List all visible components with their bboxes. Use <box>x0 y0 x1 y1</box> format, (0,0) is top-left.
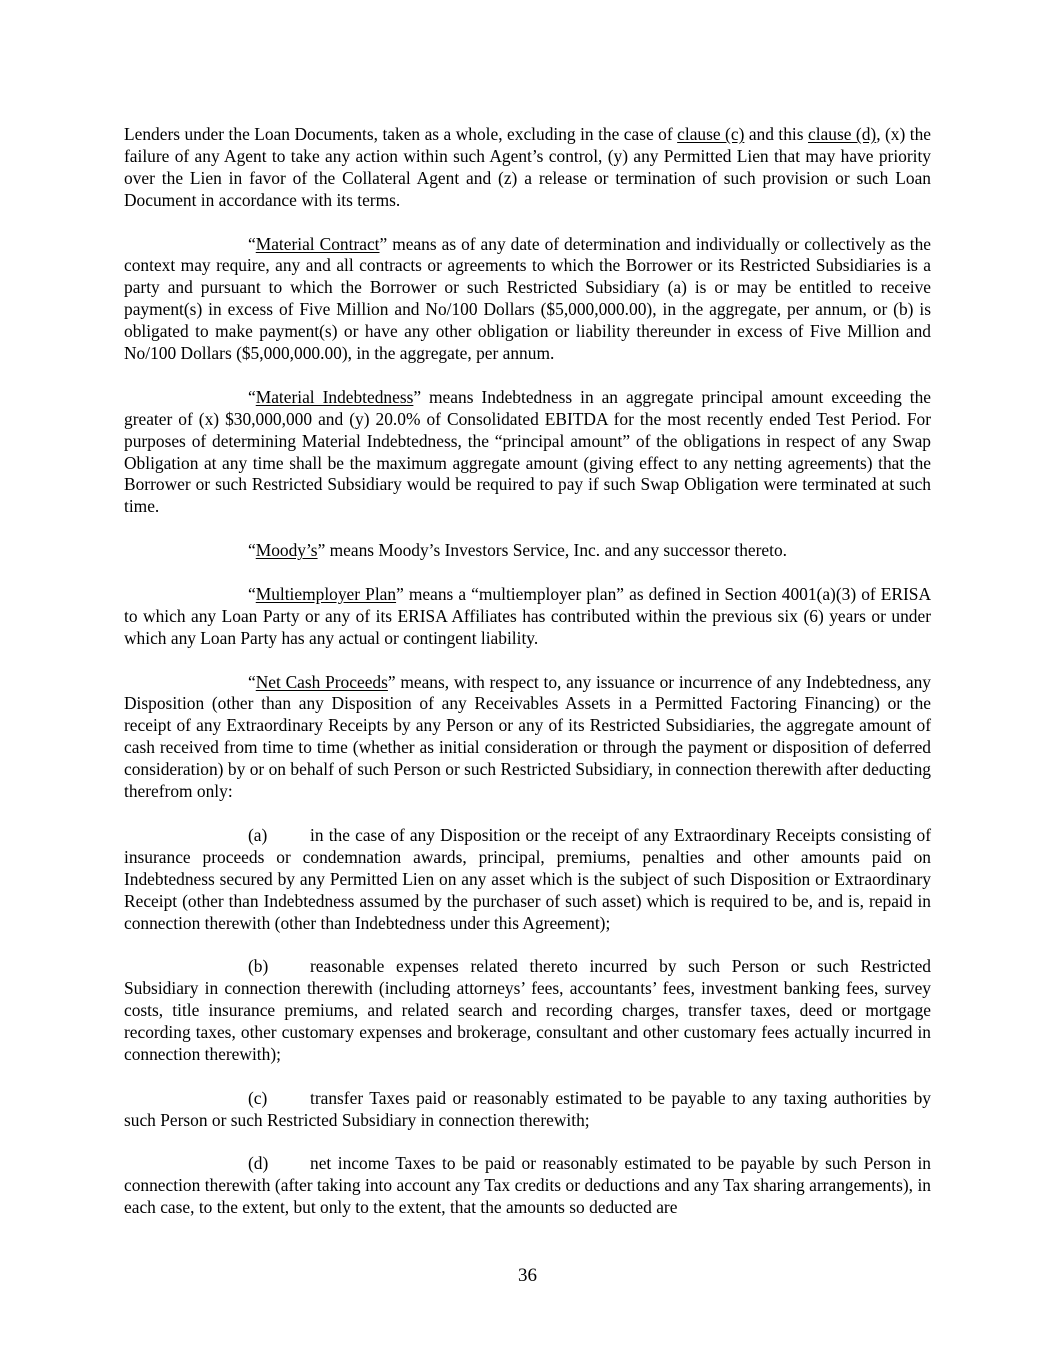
page-number: 36 <box>518 1265 537 1286</box>
definition-material-contract <box>124 234 931 365</box>
clause-text: reasonable expenses related thereto incurred by such Person or such Restricted Subsidiary in connection therewith (including attorneys’ fees, accountants’ fees, investment banking fees, survey costs, title insurance premiums, and related search and recording charges, transfer taxes, deed or mortgage recording taxes, other customary expenses and brokerage, consultant and other customary fees actually incurred in connection therewith); <box>124 956 931 1064</box>
defined-term: Material Contract <box>255 233 380 254</box>
open-quote: “ <box>248 233 256 254</box>
definition-multiemployer-plan <box>124 584 931 650</box>
clause-label: (d) <box>248 1153 269 1174</box>
text-run: , (x) the failure of any Agent to take any action within such Agent’s control, (y) any Permitted Lien that may have priority over the Lien in favor of the Collateral Agent and (z) a release or termination of such provision or such Loan Document in accordance with its terms. <box>124 124 932 210</box>
clause-a <box>124 825 931 935</box>
paragraph-continuation <box>124 124 931 212</box>
clause-text: in the case of any Disposition or the receipt of any Extraordinary Receipts consisting of insurance proceeds or condemnation awards, principal, premiums, penalties and other amounts paid on Indebtedness secured by any Permitted Lien on any asset which is the subject of such Disposition or Extraordinary Receipt (other than Indebtedness assumed by the purchaser of such asset) which is required to be, and is, repaid in connection therewith (other than Indebtedness under this Agreement); <box>124 824 931 933</box>
definition-net-cash-proceeds <box>124 672 931 803</box>
clause-label: (c) <box>248 1087 268 1108</box>
defined-term: Material Indebtedness <box>255 386 414 407</box>
open-quote: “ <box>248 583 256 604</box>
cross-reference-clause-c: clause (c) <box>677 124 745 144</box>
definition-text: ” means, with respect to, any issuance or incurrence of any Indebtedness, any Disposition (other than any Disposition of any Receivables Assets in a Permitted Factoring Financing) or the receipt of any Extraordinary Receipts by any Person or any of its Restricted Subsidiaries, the aggregate amount of cash received from time to time (whether as initial consideration or through the payment or disposition of deferred consideration) by or on behalf of such Person or such Restricted Subsidiary, in connection therewith after deducting therefrom only: <box>124 671 931 802</box>
defined-term: Moody’s <box>255 540 318 561</box>
clause-text: transfer Taxes paid or reasonably estimated to be payable to any taxing authorities by such Person or such Restricted Subsidiary in connection therewith; <box>124 1087 931 1130</box>
cross-reference-clause-d: clause (d) <box>808 124 877 144</box>
clause-b <box>124 956 931 1066</box>
open-quote: “ <box>248 671 256 692</box>
clause-label: (b) <box>248 956 269 977</box>
clause-c <box>124 1088 931 1132</box>
defined-term: Net Cash Proceeds <box>255 671 388 692</box>
text-run: and this <box>744 124 808 144</box>
clause-label: (a) <box>248 824 268 845</box>
definition-text: ” means a “multiemployer plan” as defined in Section 4001(a)(3) of ERISA to which any Loan Party or any of its ERISA Affiliates has contributed within the previous six (6) years or under which any Loan Party has any actual or contingent liability. <box>124 583 931 648</box>
definition-moodys <box>124 540 931 562</box>
definition-text: ” means as of any date of determination and individually or collectively as the context may require, any and all contracts or agreements to which the Borrower or its Restricted Subsidiaries is a party and pursuant to which the Borrower or such Restricted Subsidiary (a) is or may be entitled to receive payment(s) in excess of Five Million and No/100 Dollars ($5,000,000.00), in the aggregate, per annum, or (b) is obligated to make payment(s) or have any other obligation or liability thereunder in excess of Five Million and No/100 Dollars ($5,000,000.00), in the aggregate, per annum. <box>124 233 932 364</box>
definition-material-indebtedness <box>124 387 931 518</box>
definition-text: ” means Moody’s Investors Service, Inc. and any successor thereto. <box>317 540 787 561</box>
clause-text: net income Taxes to be paid or reasonably estimated to be payable by such Person in connection therewith (after taking into account any Tax credits or deductions and any Tax sharing arrangements), in each case, to the extent, but only to the extent, that the amounts so deducted are <box>124 1153 931 1218</box>
defined-term: Multiemployer Plan <box>255 583 397 604</box>
text-run: Lenders under the Loan Documents, taken as a whole, excluding in the case of <box>124 124 678 144</box>
open-quote: “ <box>248 386 256 407</box>
clause-d <box>124 1153 931 1219</box>
open-quote: “ <box>248 540 256 561</box>
document-page <box>124 124 931 1241</box>
definition-text: ” means Indebtedness in an aggregate principal amount exceeding the greater of (x) $30,000,000 and (y) 20.0% of Consolidated EBITDA for the most recently ended Test Period. For purposes of determining Material Indebtedness, the “principal amount” of the obligations in respect of any Swap Obligation at any time shall be the maximum aggregate amount (giving effect to any netting agreements) that the Borrower or such Restricted Subsidiary would be required to pay if such Swap Obligation were terminated at such time. <box>124 386 931 517</box>
